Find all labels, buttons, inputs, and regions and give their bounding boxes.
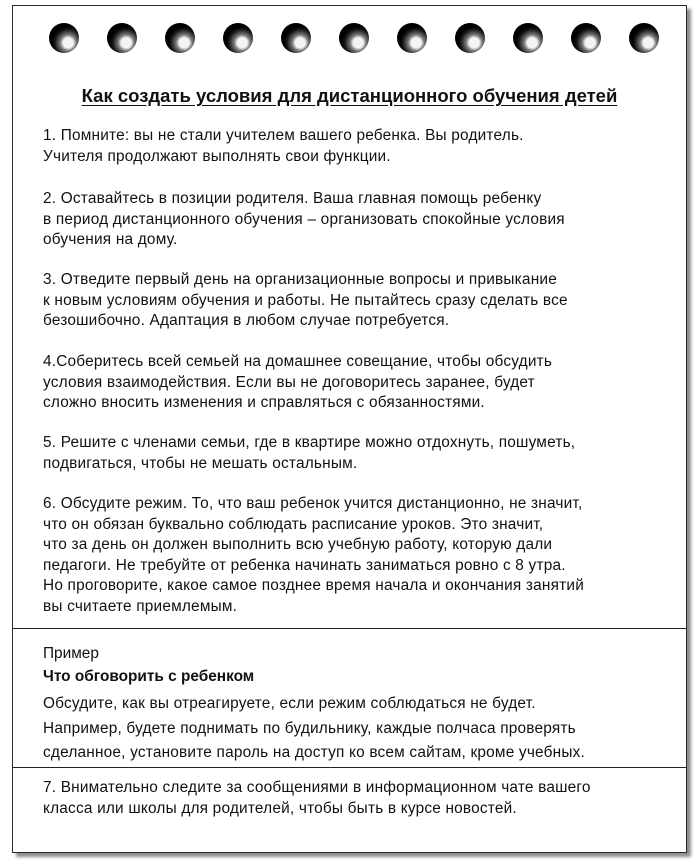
example-label: Пример <box>43 645 99 662</box>
binding-ring-icon <box>281 23 311 53</box>
tip-7 <box>43 778 673 819</box>
example-subtitle: Что обговорить с ребенком <box>43 668 255 685</box>
tip-5 <box>43 433 673 474</box>
tip-line: к новым условиям обучения и работы. Не пытайтесь сразу сделать все <box>43 291 568 309</box>
tip-4 <box>43 352 673 414</box>
tip-line: Учителя продолжают выполнять свои функции. <box>43 147 391 165</box>
tip-line: класса или школы для родителей, чтобы быть в курсе новостей. <box>43 799 517 817</box>
example-line: Обсудите, как вы отреагируете, если режим соблюдаться не будет. <box>43 695 536 712</box>
tip-line: обучения на дому. <box>43 231 178 249</box>
tip-line: 6. Обсудите режим. То, что ваш ребенок учится дистанционно, не значит, <box>43 495 583 512</box>
binding-ring-icon <box>49 23 79 53</box>
tip-line: сложно вносить изменения и справляться с обязанностями. <box>43 394 485 412</box>
tip-line: педагоги. Не требуйте от ребенка начинать заниматься ровно с 8 утра. <box>43 556 566 574</box>
tip-line: вы считаете приемлемым. <box>43 597 238 615</box>
tip-2 <box>43 189 673 251</box>
tip-line: 1. Помните: вы не стали учителем вашего ребенка. Вы родитель. <box>43 127 524 144</box>
tip-line: 5. Решите с членами семьи, где в квартире можно отдохнуть, пошуметь, <box>43 434 576 451</box>
tip-1 <box>43 126 673 167</box>
tip-line: подвигаться, чтобы не мешать остальным. <box>43 454 358 472</box>
page-title: Как создать условия для дистанционного обучения детей <box>81 85 618 106</box>
notepad-sheet <box>12 5 687 853</box>
tip-6 <box>43 494 673 618</box>
example-text <box>43 692 683 766</box>
binding-ring-icon <box>107 23 137 53</box>
section-divider <box>13 628 686 629</box>
binding-ring-icon <box>571 23 601 53</box>
example-line: Например, будете поднимать по будильнику, каждые полчаса проверять <box>43 719 576 737</box>
binding-ring-icon <box>165 23 195 53</box>
binding-ring-icon <box>223 23 253 53</box>
binding-ring-icon <box>629 23 659 53</box>
tip-line: условия взаимодействия. Если вы не договоритесь заранее, будет <box>43 373 535 391</box>
binding-ring-icon <box>339 23 369 53</box>
binding-ring-icon <box>397 23 427 53</box>
example-line: сделанное, установите пароль на доступ ко всем сайтам, кроме учебных. <box>43 744 585 761</box>
tip-3 <box>43 270 673 332</box>
tip-line: 4.Соберитесь всей семьей на домашнее совещание, чтобы обсудить <box>43 353 553 370</box>
tip-line: безошибочно. Адаптация в любом случае потребуется. <box>43 312 450 330</box>
tip-line: что он обязан буквально соблюдать расписание уроков. Это значит, <box>43 515 544 533</box>
tip-line: 2. Оставайтесь в позиции родителя. Ваша главная помощь ребенку <box>43 190 542 207</box>
section-divider <box>13 767 686 768</box>
binding-ring-icon <box>513 23 543 53</box>
tip-line: в период дистанционного обучения – организовать спокойные условия <box>43 210 565 228</box>
tip-line: 3. Отведите первый день на организационные вопросы и привыкание <box>43 271 557 288</box>
tip-line: 7. Внимательно следите за сообщениями в информационном чате вашего <box>43 779 591 796</box>
tip-line: что за день он должен выполнить всю учебную работу, которую дали <box>43 536 553 554</box>
spiral-binding <box>13 23 686 57</box>
binding-ring-icon <box>455 23 485 53</box>
tip-line: Но проговорите, какое самое позднее время начала и окончания занятий <box>43 577 584 595</box>
